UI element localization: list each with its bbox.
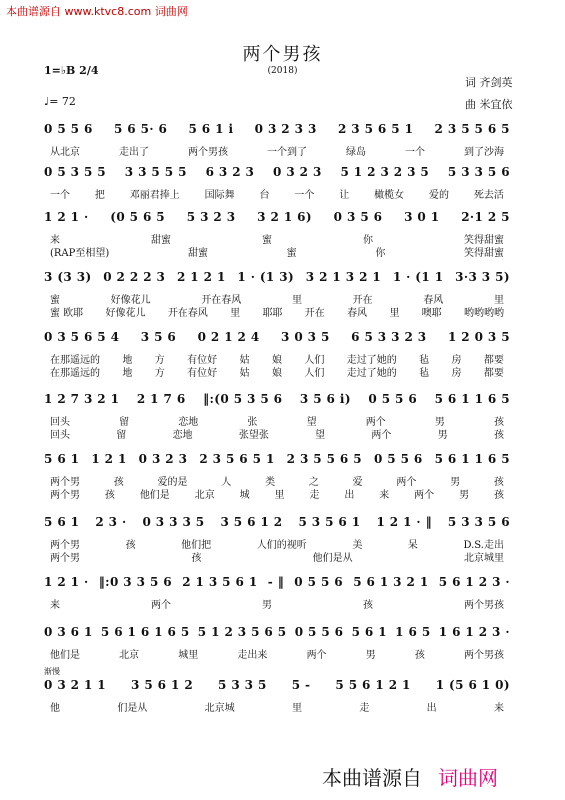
measure: 2 1 2 1 [176,270,226,284]
lyric-word: 孩 [493,477,504,488]
score-line [44,122,510,170]
measure: 5 6 5· 6 [113,122,168,136]
lyric-word: 台 [259,190,270,201]
lyric-word: 里 [274,490,285,501]
notes-row [44,270,510,290]
measure: 0 5 5 6 [294,575,344,589]
lyric-word: 地 [122,368,133,379]
lyric-word: 回头 [50,417,70,428]
lyric-word: D.S.走出 [463,540,504,551]
lyric-word: 走过了她的 [346,355,397,366]
lyric-word: 北京 [194,490,215,501]
lyric-word: 人们 [304,368,325,379]
notes-row [44,625,510,645]
measure: (0 5 6 5 [110,210,166,224]
score-line [44,270,510,318]
lyric-row [44,536,510,550]
lyric-word: 一个 [50,190,70,201]
lyric-word: 来 [379,490,390,501]
notes-row [44,210,510,230]
measure: 1 2 1 · [44,210,89,224]
notes-row [44,452,510,472]
lyric-word: 里 [291,703,302,714]
lyric-row [44,486,510,500]
lyric-word: 他们是从 [312,553,353,564]
lyric-word: 两个 [306,650,327,661]
measure: 0 3 5 6 5 4 [44,330,120,344]
lyric-word: 耶耶 [262,308,283,319]
lyric-word: 蜜 [50,295,60,306]
key-signature: 1=♭B 2/4 [44,64,99,77]
lyric-word: 蜜 [262,235,272,246]
lyric-word: 橄榄女 [374,190,405,201]
lyric-word: 回头 [50,430,70,441]
lyric-word: 里 [230,308,241,319]
score-line [44,210,510,258]
lyric-word: 娘 [271,355,282,366]
notes-row [44,165,510,185]
measure: 3 (3 3) [44,270,92,284]
measure: 2 3 5 5 6 5 [286,452,363,466]
measure: 1 (5 6 1 0) [435,678,510,692]
measure: 2 3 5 5 6 5 [434,122,510,136]
lyric-word: 开在 [352,295,373,306]
lyric-word: 呆 [407,540,418,551]
measure: 0 3 6 1 [44,625,93,639]
lyric-word: 望 [315,430,326,441]
lyric-word: 孩 [191,553,202,564]
lyric-word: 城里 [178,650,199,661]
lyric-word: 人 [221,477,232,488]
lyric-word: 两个男孩 [188,147,228,158]
measure: 5 3 3 5 6 [447,165,510,179]
lyric-row [44,426,510,440]
lyric-word: 里 [291,295,302,306]
lyric-word: 姑 [239,355,250,366]
measure: 1 6 1 2 3 · [438,625,510,639]
lyric-word: 走 [359,703,370,714]
measure: 5 6 1 [351,625,387,639]
measure: 5 6 1 3 2 1 [353,575,429,589]
lyric-word: 哟哟哟哟 [464,308,504,319]
lyric-word: 留 [119,417,130,428]
lyric-word: 来 [50,600,60,611]
score-line [44,392,510,440]
lyric-word: 到了沙海 [464,147,504,158]
lyric-word: 两个男孩 [464,600,504,611]
lyric-word: 从北京 [50,147,80,158]
lyric-word: 男 [434,417,445,428]
lyric-word: 走 [309,490,320,501]
measure: ‖:(0 5 3 5 6 [203,392,283,406]
notes-row [44,330,510,350]
lyric-word: 男 [262,600,272,611]
measure: 3 2 1 6) [257,210,312,224]
score-line [44,575,510,623]
measure: 6 3 2 3 [205,165,255,179]
lyric-word: 城 [239,490,250,501]
tempo-marking: ♩= 72 [44,95,76,108]
lyric-word: 他们是 [50,650,80,661]
measure: 3 0 3 5 [281,330,330,344]
tempo-change-mark: 渐慢 [44,667,60,676]
lyric-word: 蜜 [286,248,297,259]
measure: 2 1 3 5 6 1 [182,575,258,589]
lyric-word: 留 [116,430,127,441]
lyric-word: 他 [50,703,60,714]
score-line [44,678,510,726]
footer-site-name: 本曲谱源自 [322,766,422,790]
measure: 1 2 1 [91,452,127,466]
lyric-word: 来 [493,703,504,714]
lyric-word: 望 [306,417,317,428]
measure: 1 2 7 3 2 1 [44,392,120,406]
lyric-word: 春风 [423,295,444,306]
lyric-word: 走过了她的 [346,368,397,379]
lyric-word: 恋地 [178,417,199,428]
lyric-word: 毡 [419,355,430,366]
measure: 1 2 0 3 5 [447,330,510,344]
notes-row [44,392,510,412]
measure: 5 6 1 [44,515,80,529]
measure: 0 3 5 6 [333,210,383,224]
lyric-word: 爱 [352,477,363,488]
measure: 5 6 1 i [188,122,234,136]
measure: ‖:0 3 3 5 6 [98,575,173,589]
lyric-word: 恋地 [172,430,193,441]
lyric-word: 死去活 [473,190,504,201]
measure: 0 3 2 3 3 [254,122,317,136]
lyricist-credit: 词 齐剑英 [465,76,513,89]
lyric-word: 两个 [371,430,392,441]
lyric-word: 两个男 [50,477,80,488]
notes-row [44,678,510,698]
song-year: (2018) [267,66,298,76]
lyric-word: 方 [154,368,165,379]
notes-row [44,575,510,595]
measure: 3 3 5 5 5 [124,165,187,179]
lyric-word: 人们的视听 [256,540,307,551]
measure: 5 3 2 3 [186,210,236,224]
notes-row [44,515,510,535]
measure: 5 6 1 2 3 · [438,575,510,589]
measure: 0 2 2 2 3 [103,270,166,284]
lyric-row [44,351,510,365]
lyric-word: 孩 [113,477,124,488]
lyric-word: 甜蜜 [187,248,208,259]
measure: 6 5 3 3 2 3 [351,330,427,344]
measure: 3 5 6 1 2 [220,515,283,529]
lyric-word: 开在春风 [201,295,242,306]
measure: 5 3 5 6 1 [298,515,361,529]
lyric-word: 让 [339,190,350,201]
lyric-word: 姑 [239,368,250,379]
lyric-word: 孩 [493,490,504,501]
lyric-word: 你 [363,235,373,246]
lyric-word: 方 [154,355,165,366]
measure: 5 3 3 5 [218,678,267,692]
lyric-row [44,244,510,258]
lyric-word: 春风 [347,308,368,319]
lyric-word: 一个 [294,190,315,201]
measure: 0 3 2 1 1 [44,678,107,692]
measure: 2 3 5 6 5 1 [337,122,414,136]
measure: 1 · (1 3) [237,270,295,284]
lyric-word: 两个 [414,490,435,501]
measure: 2·1 2 5 [461,210,510,224]
lyric-word: 房 [451,368,462,379]
measure: 3 5 6 i) [299,392,351,406]
measure: 3 5 6 [140,330,177,344]
measure: 5 - [291,678,311,692]
lyric-word: 孩 [493,417,504,428]
lyric-word: 开在 [304,308,325,319]
measure: 0 3 3 3 5 [142,515,205,529]
lyric-row [44,143,510,157]
lyric-word: 笑得甜蜜 [464,235,504,246]
lyric-word: 他们把 [181,540,212,551]
lyric-word: 蜜 欧耶 [50,308,84,319]
lyric-word: 两个 [151,600,171,611]
lyric-word: 娘 [271,368,282,379]
measure: - ‖ [267,575,285,589]
lyric-word: 你 [375,248,386,259]
lyric-word: 里 [493,295,504,306]
score-line [44,515,510,563]
lyric-word: 两个男 [50,540,80,551]
site-watermark: 本曲谱源自 www.ktvc8.com 词曲网 [6,5,188,18]
composer-credit: 曲 米宜依 [465,98,513,111]
lyric-word: 里 [389,308,400,319]
lyric-word: 把 [94,190,105,201]
lyric-word: 有位好 [187,355,218,366]
score-line [44,625,510,673]
measure: 0 2 1 2 4 [197,330,260,344]
lyric-word: 孩 [414,650,425,661]
lyric-word: 地 [122,355,133,366]
lyric-word: 都要 [483,355,504,366]
lyric-word: 两个 [396,477,417,488]
lyric-word: 之 [308,477,319,488]
lyric-row [44,186,510,200]
measure: 1 6 5 [395,625,431,639]
measure: 3·3 3 5) [455,270,510,284]
measure: 0 3 2 3 [138,452,188,466]
lyric-word: 美 [352,540,363,551]
measure: 0 5 3 5 5 [44,165,107,179]
measure: 0 5 5 6 [44,122,93,136]
footer-brand [322,762,498,791]
measure: 5 6 1 [44,452,80,466]
lyric-word: 男 [459,490,470,501]
footer-site-brand: 词曲网 [438,766,498,790]
measure: 1 · (1 1 [392,270,444,284]
lyric-row [44,549,510,563]
lyric-word: 孩 [125,540,136,551]
lyric-word: 北京城里 [463,553,504,564]
lyric-word: 男 [437,430,448,441]
lyric-word: 都要 [483,368,504,379]
lyric-word: 两个 [365,417,386,428]
lyric-word: 甜蜜 [151,235,171,246]
lyric-word: 开在春风 [167,308,208,319]
lyric-word: 孩 [104,490,115,501]
lyric-word: 类 [265,477,276,488]
measure: 0 5 5 6 [368,392,418,406]
measure: 2 1 7 6 [136,392,186,406]
lyric-word: 来 [50,235,60,246]
lyric-row [44,699,510,713]
lyric-word: 北京城 [204,703,235,714]
lyric-word: 好像花儿 [105,308,146,319]
lyric-word: 两个男 [50,553,80,564]
lyric-word: 人们 [304,355,325,366]
measure: 0 5 5 6 [373,452,423,466]
lyric-row [44,291,510,305]
measure: 3 0 1 [404,210,440,224]
lyric-word: 爱的是 [157,477,188,488]
lyric-row [44,473,510,487]
lyric-row [44,646,510,660]
lyric-word: 两个男 [50,490,80,501]
measure: 5 1 2 3 2 3 5 [340,165,430,179]
lyric-row [44,364,510,378]
lyric-word: 北京 [119,650,140,661]
lyric-word: 走出来 [237,650,268,661]
lyric-row [44,596,510,610]
measure: 5 6 1 1 6 5 [434,452,510,466]
lyric-word: 男 [365,650,376,661]
lyric-word: 孩 [493,430,504,441]
lyric-word: 他们是 [139,490,170,501]
notes-row [44,122,510,142]
lyric-word: 爱的 [429,190,449,201]
measure: 1 2 1 · ‖ [376,515,432,529]
lyric-word: 们是从 [117,703,148,714]
lyric-word: 房 [451,355,462,366]
measure: 5 6 1 6 1 6 5 [100,625,190,639]
score-line [44,452,510,500]
measure: 2 3 5 6 5 1 [199,452,275,466]
measure: 0 5 5 6 [294,625,344,639]
lyric-word: (RAP至相望) [50,248,110,259]
measure: 5 3 3 5 6 [447,515,510,529]
lyric-word: 男 [450,477,461,488]
lyric-word: 张望张 [238,430,269,441]
lyric-word: 在那遥远的 [50,368,100,379]
lyric-word: 绿岛 [346,147,366,158]
lyric-word: 出 [344,490,355,501]
measure: 0 3 2 3 [273,165,322,179]
lyric-word: 笑得甜蜜 [463,248,504,259]
lyric-row [44,413,510,427]
score-line [44,165,510,213]
lyric-row [44,231,510,245]
lyric-word: 在那遥远的 [50,355,100,366]
lyric-word: 邓丽君捧上 [129,190,180,201]
score-line [44,330,510,378]
lyric-word: 张 [247,417,258,428]
lyric-word: 一个 [405,147,425,158]
measure: 3 5 6 1 2 [131,678,194,692]
measure: 5 5 6 1 2 1 [335,678,411,692]
lyric-word: 噢耶 [421,308,442,319]
song-title: 两个男孩 [242,44,323,65]
lyric-word: 好像花儿 [110,295,151,306]
measure: 1 2 1 · [44,575,89,589]
lyric-word: 一个到了 [267,147,307,158]
measure: 5 6 1 1 6 5 [434,392,510,406]
lyric-word: 走出了 [119,147,149,158]
lyric-word: 毡 [419,368,430,379]
measure: 2 3 · [95,515,127,529]
lyric-word: 国际舞 [204,190,235,201]
lyric-word: 有位好 [187,368,218,379]
measure: 3 2 1 3 2 1 [305,270,382,284]
lyric-word: 两个男孩 [463,650,504,661]
lyric-row [44,304,510,318]
lyric-word: 孩 [363,600,373,611]
lyric-word: 出 [426,703,437,714]
measure: 5 1 2 3 5 6 5 [197,625,287,639]
